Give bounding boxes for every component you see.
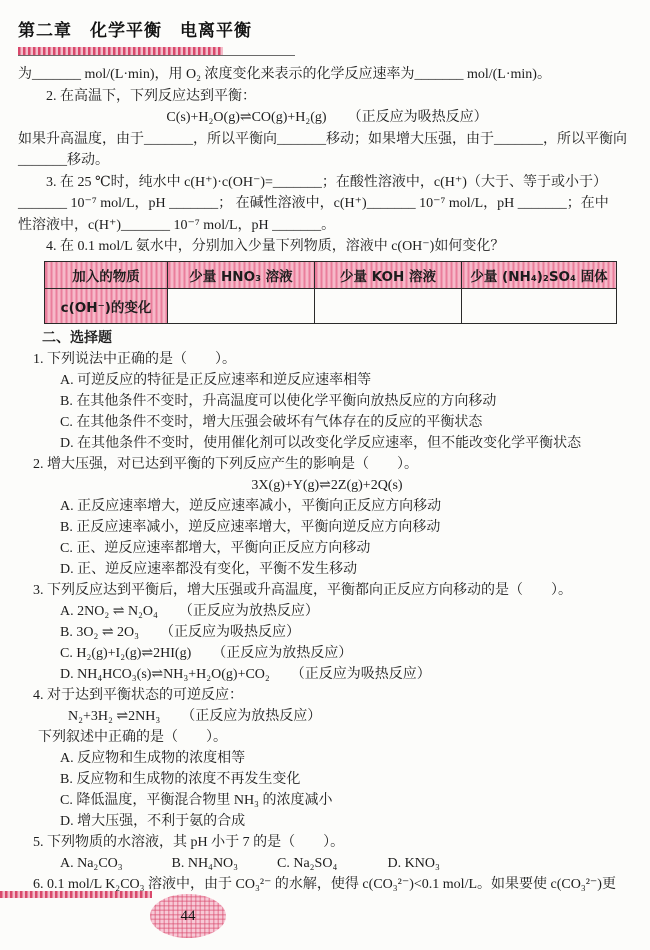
- choice-section: [18, 328, 636, 895]
- s2-q3-stem: 3. 下列反应达到平衡后，增大压强或升高温度，平衡都向正反应方向移动的是（ ）。: [33, 582, 572, 598]
- choice-option: D. KNO₃: [387, 855, 440, 871]
- choice-section-title: 二、选择题: [42, 329, 112, 346]
- page-body: [0, 56, 650, 895]
- s2-q4-stem: 4. 对于达到平衡状态的可逆反应：: [33, 687, 243, 703]
- table-header-cell: 加入的物质: [45, 261, 168, 288]
- choice-option: D. 在其他条件不变时，使用催化剂可以改变化学反应速率，但不能改变化学平衡状态: [60, 435, 582, 451]
- s1-q2-line2: _______移动。: [18, 153, 109, 168]
- choice-option: A. 正反应速率增大，逆反应速率减小，平衡向正反应方向移动: [60, 498, 442, 514]
- title-underline: [18, 47, 295, 56]
- s1-q3-line2: _______ 10⁻⁷ mol/L，pH _______； 在碱性溶液中，c(H⁺)_______ 10⁻⁷ mol/L，pH _______；在中: [18, 196, 609, 211]
- s2-q6-line: 6. 0.1 mol/L K₂CO₃ 溶液中，由于 CO₃²⁻ 的水解，使得 c(CO₃²⁻)<0.1 mol/L。如果要使 c(CO₃²⁻)更: [33, 876, 616, 892]
- choice-option: C. H₂(g)+I₂(g)⇌2HI(g) （正反应为放热反应）: [60, 645, 353, 661]
- page-number-badge: [150, 894, 226, 938]
- s2-q2-stem: 2. 增大压强，对已达到平衡的下列反应产生的影响是（ ）。: [33, 456, 418, 472]
- s2-q4-stem2: 下列叙述中正确的是（ ）。: [38, 729, 227, 745]
- choice-option: C. 正、逆反应速率都增大，平衡向正反应方向移动: [60, 540, 371, 556]
- choice-option: D. 正、逆反应速率都没有变化，平衡不发生移动: [60, 561, 358, 577]
- s2-q1-stem: 1. 下列说法中正确的是（ ）。: [33, 351, 236, 367]
- s2-q5-options-row: [18, 853, 636, 874]
- page-header: [0, 0, 650, 56]
- table-header-row: [45, 261, 617, 288]
- choice-option: B. 3O₂ ⇌ 2O₃ （正反应为吸热反应）: [60, 624, 301, 640]
- table-header-cell: 少量 (NH₄)₂SO₄ 固体: [462, 261, 617, 288]
- choice-option: B. 正反应速率减小，逆反应速率增大，平衡向逆反应方向移动: [60, 519, 441, 535]
- choice-option: C. 在其他条件不变时，增大压强会破坏有气体存在的反应的平衡状态: [60, 414, 483, 430]
- title-stripe-bar: [18, 47, 223, 55]
- choice-option: A. 2NO₂ ⇌ N₂O₄ （正反应为放热反应）: [60, 603, 319, 619]
- s1-q2-stem: 2. 在高温下，下列反应达到平衡：: [46, 88, 256, 104]
- choice-option: A. 可逆反应的特征是正反应速率和逆反应速率相等: [60, 372, 372, 388]
- table-row-label: c(OH⁻)的变化: [45, 288, 168, 323]
- s2-q2-equation: 3X(g)+Y(g)⇌2Z(g)+2Q(s): [251, 477, 403, 493]
- table-answer-cell: [168, 288, 315, 323]
- page-number: 44: [180, 907, 196, 924]
- chapter-title: 第二章 化学平衡 电离平衡: [18, 21, 252, 41]
- s1-q3-line3: 性溶液中，c(H⁺)_______ 10⁻⁷ mol/L，pH _______。: [18, 217, 336, 233]
- table-answer-row: [45, 288, 617, 323]
- s2-q4-equation: N₂+3H₂ ⇌2NH₃ （正反应为放热反应）: [68, 708, 322, 724]
- choice-option: B. 在其他条件不变时，升高温度可以使化学平衡向放热反应的方向移动: [60, 393, 497, 409]
- choice-option: D. NH₄HCO₃(s)⇌NH₃+H₂O(g)+CO₂ （正反应为吸热反应）: [60, 666, 431, 682]
- choice-option: B. NH₄NO₃: [171, 855, 239, 871]
- choice-option: B. 反应物和生成物的浓度不再发生变化: [60, 771, 301, 787]
- s1-q3-line1: 3. 在 25 ℃时，纯水中 c(H⁺)·c(OH⁻)=_______；在酸性溶液中，c(H⁺)（大于、等于或小于）: [46, 174, 607, 190]
- s2-q5-stem: 5. 下列物质的水溶液，其 pH 小于 7 的是（ ）。: [33, 834, 345, 850]
- q4-answer-table: [44, 261, 617, 324]
- s1-q2-line1: 如果升高温度，由于_______，所以平衡向_______移动；如果增大压强，由于_______，所以平衡向: [18, 131, 627, 147]
- choice-option: D. 增大压强，不利于氨的合成: [60, 813, 246, 829]
- footer-stripe-bar: [0, 891, 152, 898]
- choice-option: C. 降低温度，平衡混合物里 NH₃ 的浓度减小: [60, 792, 333, 808]
- choice-option: A. 反应物和生成物的浓度相等: [60, 750, 246, 766]
- choice-option: C. Na₂SO₄: [277, 855, 338, 871]
- q1-continuation-line: 为_______ mol/(L·min)，用 O₂ 浓度变化来表示的化学反应速率为_______ mol/(L·min)。: [18, 67, 551, 82]
- table-header-cell: 少量 KOH 溶液: [315, 261, 462, 288]
- choice-option: A. Na₂CO₃: [60, 855, 123, 871]
- table-header-cell: 少量 HNO₃ 溶液: [168, 261, 315, 288]
- s1-q4-stem: 4. 在 0.1 mol/L 氨水中，分别加入少量下列物质，溶液中 c(OH⁻)如何变化？: [46, 239, 505, 254]
- table-answer-cell: [462, 288, 617, 323]
- s1-q2-equation: C(s)+H₂O(g)⇌CO(g)+H₂(g) （正反应为吸热反应）: [166, 110, 488, 125]
- table-answer-cell: [315, 288, 462, 323]
